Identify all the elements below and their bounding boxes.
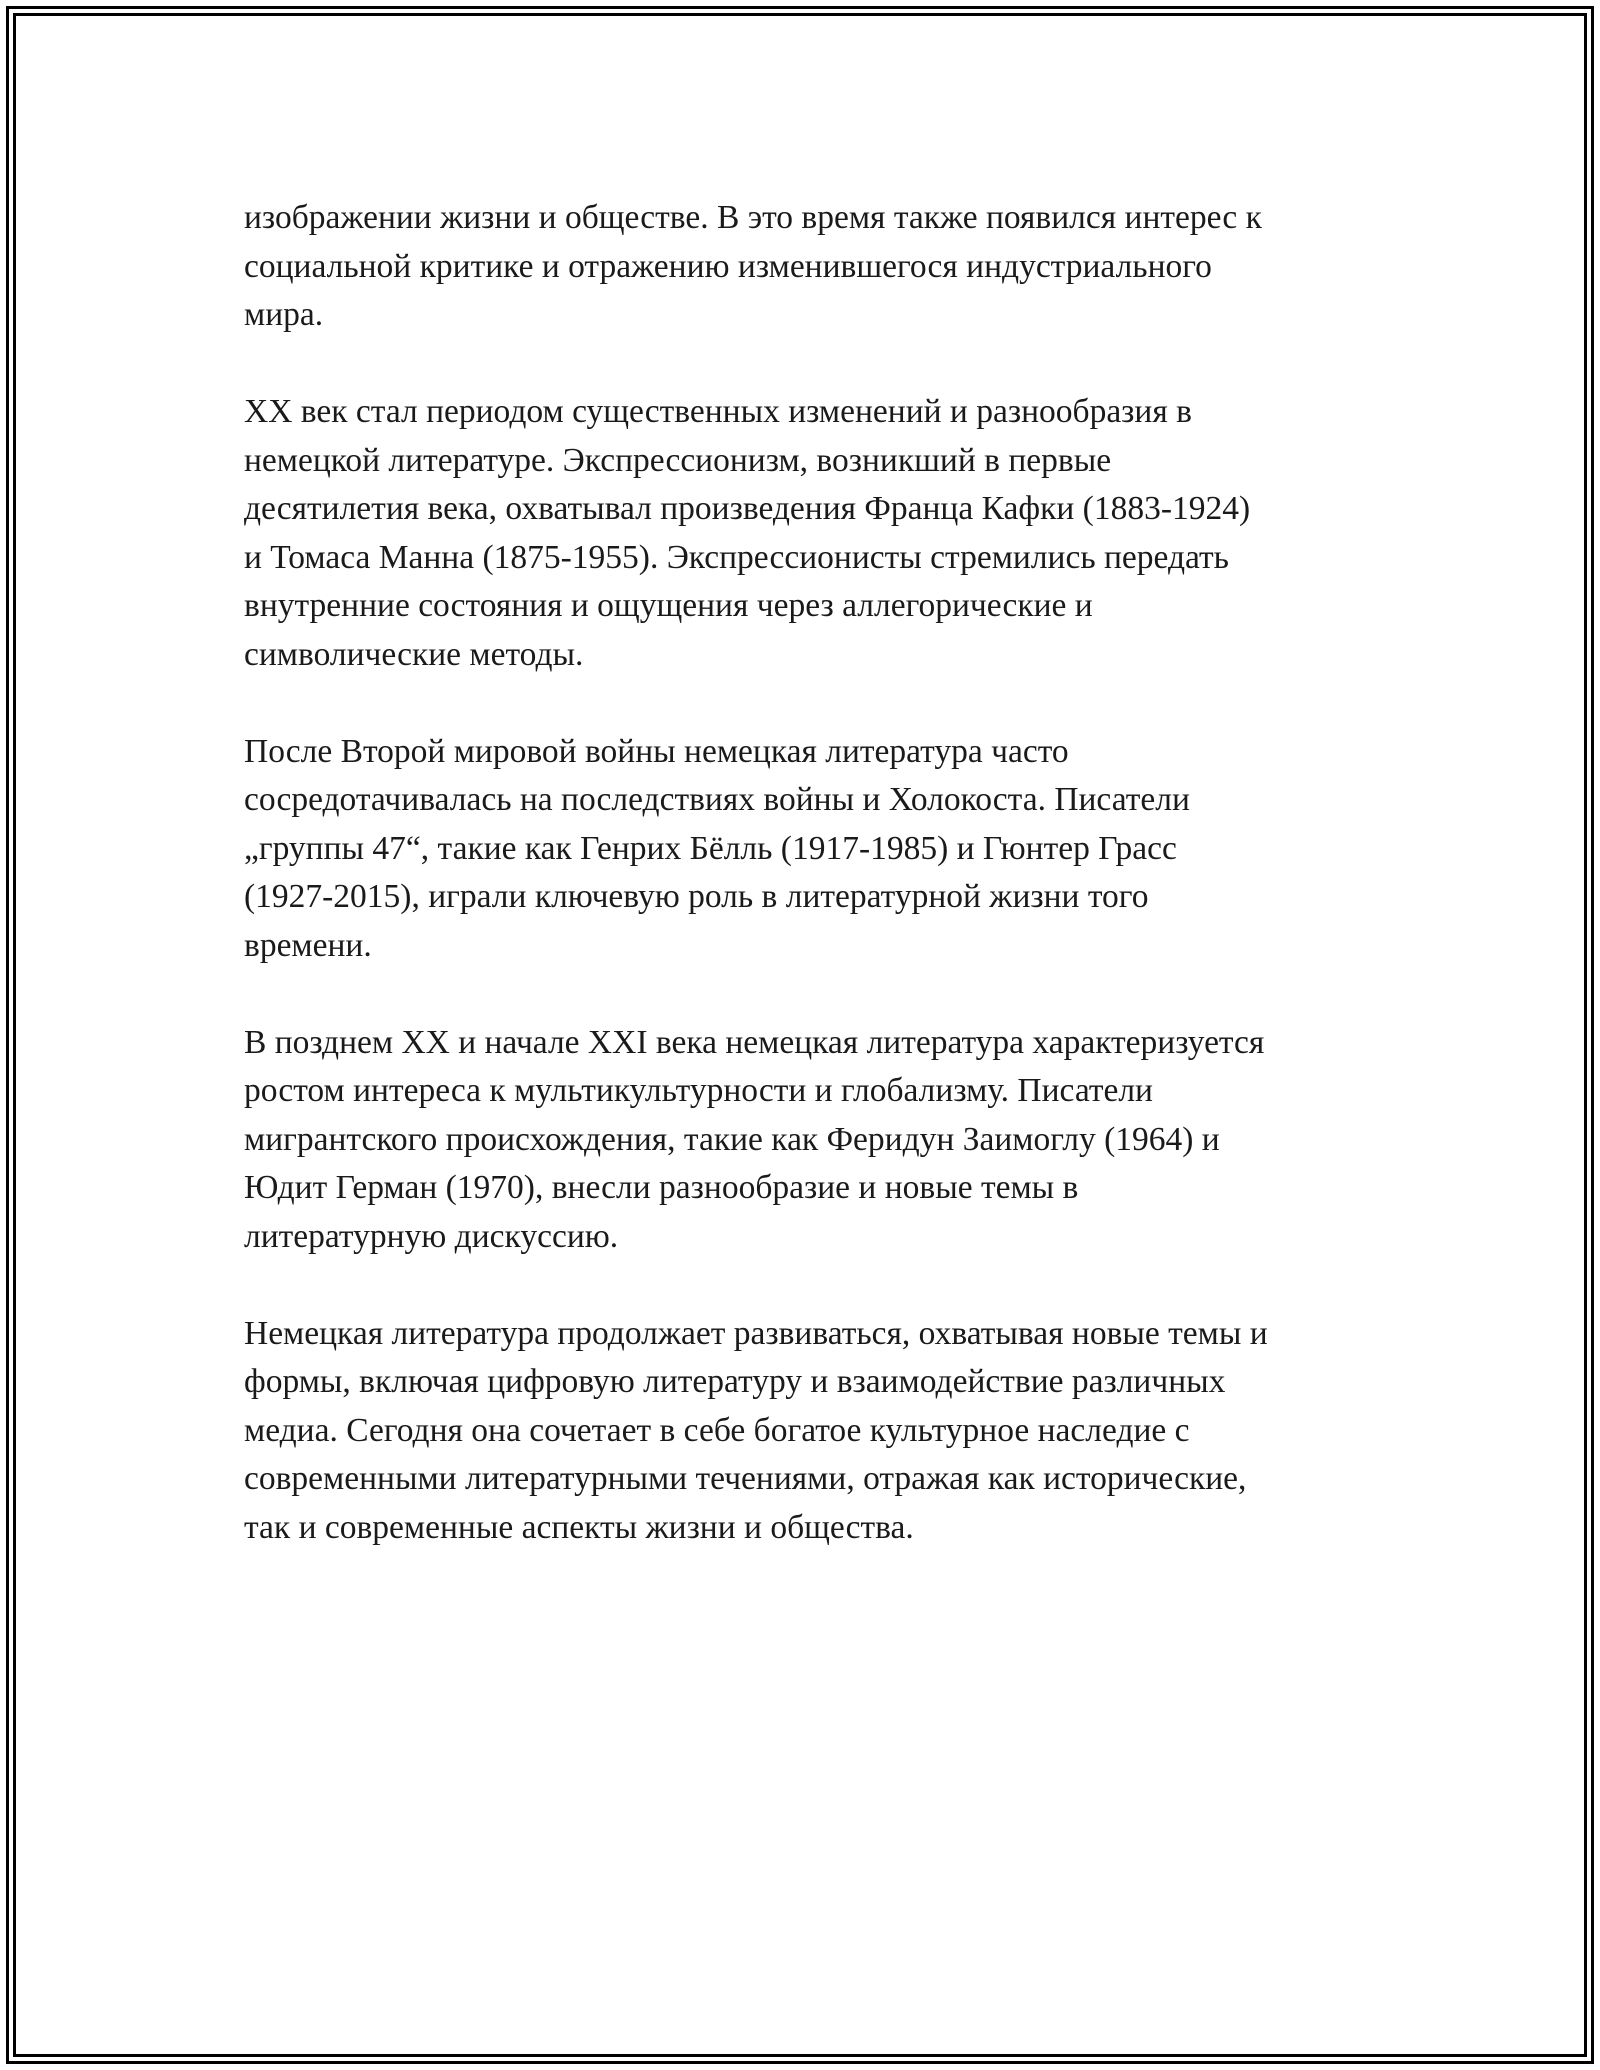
text-line: XX век стал периодом существенных изменений и разнообразия в — [244, 393, 1192, 430]
text-line: формы, включая цифровую литературу и взаимодействие различных — [244, 1363, 1226, 1400]
text-line: мира. — [244, 296, 324, 333]
text-line: ростом интереса к мультикультурности и глобализму. Писатели — [244, 1072, 1153, 1109]
text-line: „группы 47“, такие как Генрих Бёлль (1917-1985) и Гюнтер Грасс — [244, 829, 1177, 867]
text-line: Немецкая литература продолжает развиваться, охватывая новые темы и — [244, 1314, 1268, 1352]
text-line: Юдит Герман (1970), внесли разнообразие и новые темы в — [244, 1169, 1079, 1206]
text-line: литературную дискуссию. — [244, 1217, 619, 1255]
paragraph-1 — [244, 194, 1394, 340]
text-line: После Второй мировой войны немецкая литература часто — [244, 732, 1069, 770]
text-line: немецкой литературе. Экспрессионизм, возникший в первые — [244, 441, 1112, 479]
text-line: времени. — [244, 926, 372, 964]
text-line: и Томаса Манна (1875-1955). Экспрессионисты стремились передать — [244, 538, 1229, 576]
paragraph-3 — [244, 728, 1394, 971]
text-line: десятилетия века, охватывал произведения Франца Кафки (1883-1924) — [244, 490, 1251, 527]
text-line: так и современные аспекты жизни и общества. — [244, 1508, 914, 1546]
text-line: сосредотачивалась на последствиях войны и Холокоста. Писатели — [244, 781, 1190, 818]
text-line: изображении жизни и обществе. В это время также появился интерес к — [244, 199, 1262, 236]
text-line: символические методы. — [244, 635, 584, 673]
document-body — [244, 194, 1394, 1601]
text-line: современными литературными течениями, отражая как исторические, — [244, 1460, 1247, 1497]
paragraph-5 — [244, 1310, 1394, 1553]
text-line: социальной критике и отражению изменившегося индустриального — [244, 247, 1212, 285]
text-line: мигрантского происхождения, такие как Феридун Заимоглу (1964) и — [244, 1120, 1220, 1158]
text-line: (1927-2015), играли ключевую роль в литературной жизни того — [244, 878, 1149, 915]
page-frame — [6, 6, 1594, 2064]
paragraph-2 — [244, 388, 1394, 679]
text-line: внутренние состояния и ощущения через аллегорические и — [244, 587, 1093, 624]
text-line: В позднем XX и начале XXI века немецкая литература характеризуется — [244, 1023, 1265, 1061]
text-line: медиа. Сегодня она сочетает в себе богатое культурное наследие с — [244, 1411, 1190, 1449]
paragraph-4 — [244, 1019, 1394, 1262]
